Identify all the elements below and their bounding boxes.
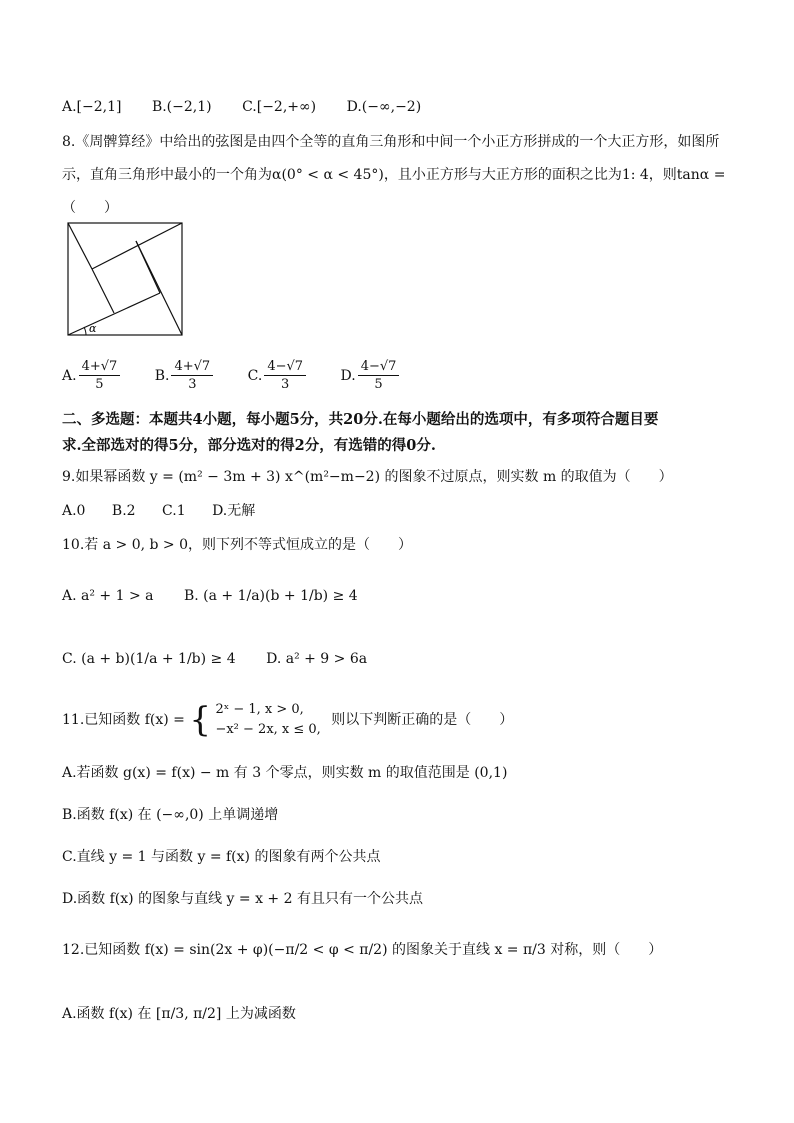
q9-stem: 9.如果幂函数 y = (m² − 3m + 3) x^(m²−m−2) 的图象不过原点，则实数 m 的取值为（ ） [62, 469, 673, 485]
pinwheel-square-figure [66, 221, 186, 337]
inner-square-edge-2 [136, 241, 160, 293]
q10-options-row1 [62, 586, 754, 606]
q12-stem: 12.已知函数 f(x) = sin(2x + φ)(−π/2 < φ < π/2) 的图象关于直线 x = π/3 对称，则（ ） [62, 942, 663, 958]
q10-option-b: B. (a + 1/a)(b + 1/b) ≥ 4 [183, 588, 358, 604]
outer-square [68, 223, 182, 335]
inner-square-edge-1 [92, 269, 114, 313]
q9-options [62, 501, 754, 521]
q8-stem-line2: 示，直角三角形中最小的一个角为α(0° < α < 45°)，且小正方形与大正方形的面积之比为1: 4，则tanα = [62, 167, 726, 183]
q11-case1: 2ˣ − 1, x > 0, [215, 702, 304, 717]
q11-case2: −x² − 2x, x ≤ 0, [215, 722, 321, 737]
q9-option-a: A.0 [62, 503, 86, 519]
triangle-edge-1 [68, 223, 92, 269]
q8-option-d: D. $\frac{4-√7}{5}$ [341, 368, 402, 384]
q8-stem-line3: （ ） [62, 200, 118, 216]
q10-option-a: A. a² + 1 > a [62, 588, 154, 604]
q9-option-b: B.2 [111, 503, 136, 519]
triangle-edge-4 [92, 223, 182, 269]
q10-option-c: C. (a + b)(1/a + 1/b) ≥ 4 [62, 651, 236, 667]
q10-stem: 10.若 a > 0, b > 0，则下列不等式恒成立的是（ ） [62, 537, 412, 553]
q7-option-d: D.(−∞,−2) [346, 99, 422, 115]
q11-piecewise [215, 700, 320, 740]
q7-option-a: A.[−2,1] [62, 99, 122, 115]
q8-options [62, 358, 754, 393]
alpha-label: α [89, 322, 97, 335]
angle-arc [84, 327, 86, 335]
q12-option-a: A.函数 f(x) 在 [π/3, π/2] 上为减函数 [62, 1006, 296, 1022]
q8-option-a: A. $\frac{4+√7}{5}$ [62, 368, 127, 384]
q11-option-c: C.直线 y = 1 与函数 y = f(x) 的图象有两个公共点 [62, 849, 381, 865]
q7-option-c: C.[−2,+∞) [242, 99, 317, 115]
q9-option-c: C.1 [162, 503, 186, 519]
q11-suffix: 则以下判断正确的是（ ） [331, 712, 514, 728]
q10-options-row2 [62, 649, 754, 669]
section2-heading-line1: 二、多选题：本题共4小题，每小题5分，共20分.在每小题给出的选项中，有多项符合题目要 [62, 411, 659, 428]
q11-stem [62, 700, 754, 740]
q8-stem-line1: 8.《周髀算经》中给出的弦图是由四个全等的直角三角形和中间一个小正方形拼成的一个大正方形，如图所 [62, 134, 720, 150]
q10-option-d: D. a² + 9 > 6a [266, 651, 368, 667]
q8-option-b: B. $\frac{4+√7}{3}$ [155, 368, 220, 384]
q7-options [62, 97, 754, 117]
q8-option-c: C. $\frac{4-√7}{3}$ [248, 368, 313, 384]
triangle-edge-2 [68, 293, 160, 335]
q11-option-d: D.函数 f(x) 的图象与直线 y = x + 2 有且只有一个公共点 [62, 891, 423, 907]
q9-option-d: D.无解 [212, 503, 256, 519]
q11-prefix: 11.已知函数 f(x) = [62, 712, 185, 728]
q7-option-b: B.(−2,1) [151, 99, 212, 115]
piecewise-brace: { [189, 700, 211, 740]
q11-option-a: A.若函数 g(x) = f(x) − m 有 3 个零点，则实数 m 的取值范围是 (0,1) [62, 765, 508, 781]
section2-heading-line2: 求.全部选对的得5分，部分选对的得2分，有选错的得0分. [62, 437, 436, 454]
q11-option-b: B.函数 f(x) 在 (−∞,0) 上单调递增 [62, 807, 279, 823]
